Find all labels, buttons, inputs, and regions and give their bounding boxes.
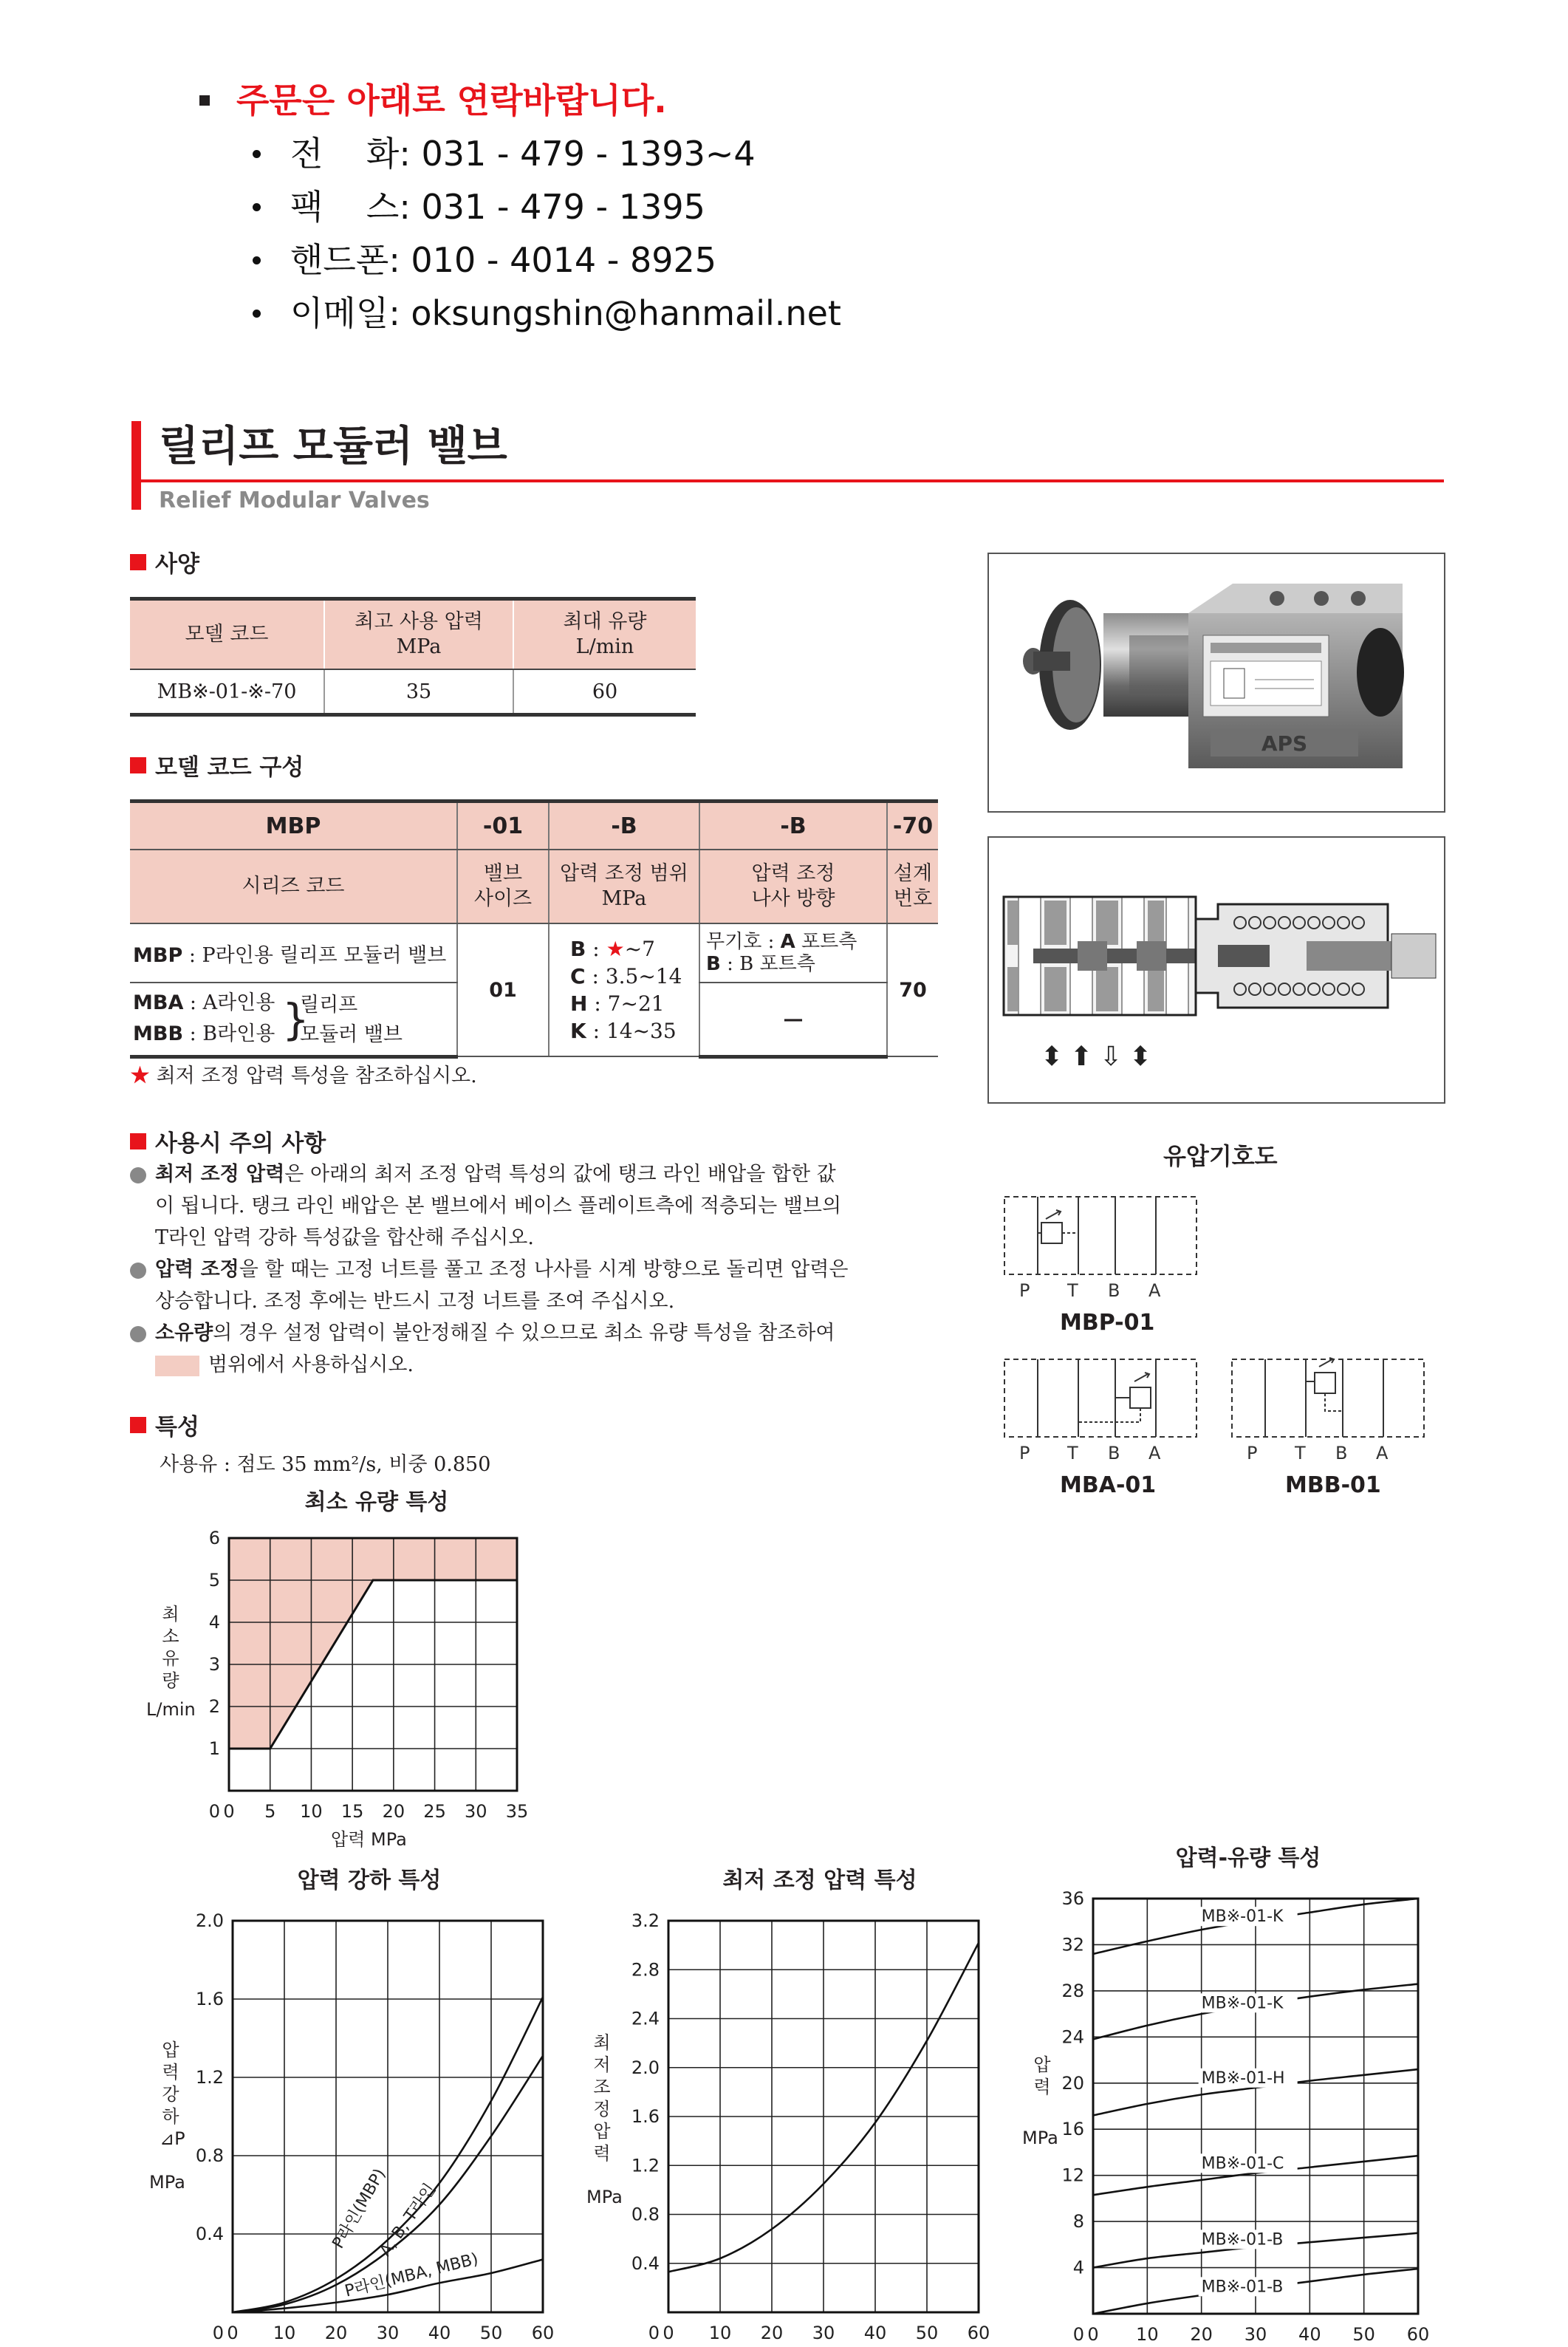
x-tick-label: 20 bbox=[1190, 2324, 1213, 2345]
spec-header-pressure: 최고 사용 압력 MPa bbox=[324, 599, 513, 670]
y-tick-label: 0.8 bbox=[631, 2204, 660, 2225]
y-tick-label: 3.2 bbox=[631, 1910, 660, 1931]
range-b: B : ★~7 bbox=[570, 937, 655, 961]
series-mbp: MBP : P라인용 릴리프 모듈러 밸브 bbox=[130, 923, 457, 983]
x-tick-label: 50 bbox=[479, 2323, 503, 2343]
section-heading-caution: 사용시 주의 사항 bbox=[130, 1124, 326, 1158]
symbol-label-mba: MBA-01 bbox=[1060, 1472, 1157, 1498]
y-tick-label: 1.2 bbox=[631, 2155, 660, 2176]
bullet-icon bbox=[253, 256, 261, 264]
valve-photo-image bbox=[989, 554, 1444, 811]
x-tick-label: 0 bbox=[227, 2323, 239, 2343]
contact-heading: 주문은 아래로 연락바랍니다. bbox=[199, 74, 841, 127]
x-tick-label: 10 bbox=[273, 2323, 296, 2343]
spec-cell-pressure: 35 bbox=[324, 669, 513, 715]
cross-section-drawing bbox=[987, 836, 1445, 1104]
cross-section-image bbox=[989, 838, 1444, 1102]
y-tick-label: 20 bbox=[1061, 2072, 1084, 2094]
x-tick-label: 20 bbox=[324, 2323, 348, 2343]
y-tick-label: 16 bbox=[1061, 2119, 1084, 2140]
label-direction: 압력 조정 나사 방향 bbox=[699, 850, 887, 923]
y-tick-label: 1.2 bbox=[195, 2067, 224, 2088]
model-code-footnote: ★ 최저 조정 압력 특성을 참조하십시오. bbox=[130, 1065, 477, 1087]
series-mbb: MBB : B라인용 bbox=[133, 1022, 275, 1046]
square-bullet-icon bbox=[130, 1133, 146, 1149]
spec-cell-model: MB※-01-※-70 bbox=[130, 669, 324, 715]
code-size: -01 bbox=[457, 802, 549, 850]
x-tick-label: 0 bbox=[663, 2323, 674, 2343]
port-label: B bbox=[1108, 1280, 1120, 1301]
series-label: MB※-01-K bbox=[1201, 1994, 1284, 2013]
page-title: 릴리프 모듈러 밸브 bbox=[159, 423, 507, 471]
spec-table bbox=[130, 597, 696, 717]
y-tick-label: 1.6 bbox=[195, 1989, 224, 2009]
title-accent-bar bbox=[131, 421, 141, 510]
xlabel-min-flow: 압력 MPa bbox=[331, 1829, 407, 1850]
section-heading-characteristics: 특성 bbox=[130, 1408, 199, 1441]
x-tick-label: 10 bbox=[300, 1801, 323, 1822]
port-flow-arrows bbox=[1041, 1042, 1151, 1072]
svg-text:⬆: ⬆ bbox=[1070, 1042, 1093, 1072]
x-tick-label: 20 bbox=[382, 1801, 405, 1822]
range-h: H : 7~21 bbox=[570, 991, 665, 1016]
label-size: 밸브 사이즈 bbox=[457, 850, 549, 923]
origin-tick-label: 0 bbox=[212, 2323, 224, 2343]
x-tick-label: 30 bbox=[376, 2323, 400, 2343]
series-label: P라인(MBA, MBB) bbox=[343, 2249, 481, 2301]
chart-title-pressure-drop: 압력 강하 특성 bbox=[297, 1868, 442, 1893]
y-tick-label: 5 bbox=[208, 1570, 220, 1591]
range-list bbox=[549, 923, 699, 1056]
spec-cell-flow: 60 bbox=[513, 669, 696, 715]
port-label: T bbox=[1295, 1443, 1306, 1463]
y-tick-label: 0.4 bbox=[195, 2224, 224, 2244]
contact-row-phone: 전 화 : 031 - 479 - 1393~4 bbox=[199, 127, 841, 180]
star-icon: ★ bbox=[606, 937, 625, 961]
spec-header-model: 모델 코드 bbox=[130, 599, 324, 670]
code-range: -B bbox=[549, 802, 699, 850]
x-tick-label: 20 bbox=[760, 2323, 784, 2343]
yunit-pressure-drop: MPa bbox=[149, 2172, 185, 2193]
shaded-range-swatch bbox=[155, 1356, 199, 1376]
port-label: A bbox=[1376, 1443, 1389, 1463]
square-bullet-icon bbox=[130, 757, 146, 773]
port-label: B bbox=[1335, 1443, 1348, 1463]
caution-item-2: 압력 조정을 할 때는 고정 너트를 풀고 조정 나사를 시계 방향으로 돌리면 압력은 상승합니다. 조정 후에는 반드시 고정 너트를 조여 주십시오. bbox=[130, 1254, 869, 1317]
title-divider bbox=[131, 479, 1444, 482]
contact-row-mobile: 핸드폰 : 010 - 4014 - 8925 bbox=[199, 233, 841, 287]
size-value: 01 bbox=[457, 923, 549, 1056]
series-label: MB※-01-H bbox=[1201, 2068, 1285, 2088]
svg-text:⇩: ⇩ bbox=[1100, 1042, 1123, 1072]
y-tick-label: 1.6 bbox=[631, 2106, 660, 2127]
symbols-title: 유압기호도 bbox=[1163, 1142, 1278, 1170]
y-tick-label: 2.4 bbox=[631, 2008, 660, 2029]
caution-item-3: 소유량의 경우 설정 압력이 불안정해질 수 있으므로 최소 유량 특성을 참조하여 범위에서 사용하십시오. bbox=[130, 1317, 869, 1381]
x-tick-label: 60 bbox=[1406, 2324, 1430, 2345]
series-label: MB※-01-B bbox=[1201, 2230, 1284, 2249]
bullet-icon bbox=[130, 1326, 146, 1342]
x-tick-label: 40 bbox=[428, 2323, 451, 2343]
symbol-label-mbb: MBB-01 bbox=[1285, 1472, 1381, 1498]
y-tick-label: 0.4 bbox=[631, 2252, 660, 2274]
y-tick-label: 24 bbox=[1061, 2026, 1084, 2048]
x-tick-label: 50 bbox=[915, 2323, 939, 2343]
ylabel-pressure-drop: 압력강하 ⊿P bbox=[160, 2040, 185, 2149]
brace-icon: } bbox=[282, 994, 309, 1045]
direction-b: B : B 포트측 bbox=[706, 953, 815, 975]
page-subtitle: Relief Modular Valves bbox=[159, 488, 430, 513]
y-tick-label: 6 bbox=[208, 1528, 220, 1548]
yunit-min-pressure: MPa bbox=[586, 2187, 623, 2207]
y-tick-label: 3 bbox=[208, 1654, 220, 1675]
ylabel-min-pressure: 최저조정압력 bbox=[593, 2032, 611, 2164]
ylabel-pressure-flow: 압력 bbox=[1033, 2054, 1051, 2097]
caution-item-1: 최저 조정 압력은 아래의 최저 조정 압력 특성의 값에 탱크 라인 배압을 합한 값 이 됩니다. 탱크 라인 배압은 본 밸브에서 베이스 플레이트측에 적층되는 밸브의 T라인 압력 강하 특성값을 합산해 주십시오. bbox=[130, 1158, 869, 1254]
code-design: -70 bbox=[887, 802, 938, 850]
range-k: K : 14~35 bbox=[570, 1019, 677, 1043]
model-code-table bbox=[130, 799, 938, 1059]
svg-text:⬍: ⬍ bbox=[1041, 1042, 1064, 1072]
star-icon: ★ bbox=[130, 1065, 150, 1087]
chart-title-pressure-flow: 압력-유량 특성 bbox=[1175, 1845, 1321, 1871]
x-tick-label: 35 bbox=[505, 1801, 529, 1822]
symbol-label-mbp: MBP-01 bbox=[1060, 1310, 1155, 1336]
label-series: 시리즈 코드 bbox=[130, 850, 457, 923]
model-row-mbp bbox=[130, 923, 938, 983]
series-mba: MBA : A라인용 bbox=[133, 991, 275, 1015]
series-mba-mbb bbox=[130, 983, 457, 1056]
bullet-icon bbox=[253, 310, 261, 318]
valve-photo bbox=[987, 553, 1445, 813]
x-tick-label: 50 bbox=[1352, 2324, 1375, 2345]
chart-pressure-flow bbox=[1049, 1876, 1492, 2347]
x-tick-label: 30 bbox=[465, 1801, 487, 1822]
port-label: P bbox=[1019, 1280, 1030, 1301]
chart-pressure-drop bbox=[185, 1899, 569, 2347]
port-label: T bbox=[1067, 1443, 1078, 1463]
y-tick-label: 4 bbox=[1072, 2257, 1084, 2278]
y-tick-label: 2.0 bbox=[631, 2057, 660, 2078]
contact-row-fax: 팩 스 : 031 - 479 - 1395 bbox=[199, 180, 841, 233]
port-label: P bbox=[1019, 1443, 1030, 1463]
series-label: P라인(MBP) bbox=[329, 2165, 390, 2252]
port-label: B bbox=[1108, 1443, 1120, 1463]
direction-a: 무기호 : A 포트측 bbox=[706, 931, 857, 953]
origin-tick-label: 0 bbox=[1072, 2324, 1084, 2345]
y-tick-label: 1 bbox=[208, 1738, 220, 1759]
design-value: 70 bbox=[887, 923, 938, 1056]
contact-block bbox=[199, 74, 841, 340]
y-tick-label: 2.0 bbox=[195, 1910, 224, 1931]
yunit-pressure-flow: MPa bbox=[1022, 2128, 1058, 2148]
chart-min-pressure bbox=[620, 1899, 1004, 2347]
series-label: MB※-01-B bbox=[1201, 2278, 1284, 2297]
series-label: MB※-01-C bbox=[1201, 2154, 1284, 2173]
square-bullet-icon bbox=[130, 554, 146, 570]
square-bullet-icon bbox=[199, 95, 210, 106]
direction-dash: — bbox=[699, 983, 887, 1056]
section-heading-model-code: 모델 코드 구성 bbox=[130, 748, 304, 782]
y-tick-label: 32 bbox=[1061, 1934, 1084, 1955]
port-label: P bbox=[1247, 1443, 1258, 1463]
spec-header-flow: 최대 유량 L/min bbox=[513, 599, 696, 670]
y-tick-label: 12 bbox=[1061, 2165, 1084, 2186]
chart-min-flow bbox=[192, 1522, 532, 1825]
contact-row-email: 이메일 : oksungshin@hanmail.net bbox=[199, 287, 841, 340]
x-tick-label: 40 bbox=[1298, 2324, 1321, 2345]
y-tick-label: 4 bbox=[208, 1612, 220, 1633]
series-label: A, B, T라인 bbox=[376, 2180, 440, 2261]
port-label: T bbox=[1067, 1280, 1078, 1301]
bullet-icon bbox=[130, 1263, 146, 1279]
bullet-icon bbox=[253, 203, 261, 211]
direction-list bbox=[699, 923, 887, 983]
y-tick-label: 2.8 bbox=[631, 1959, 660, 1981]
range-c: C : 3.5~14 bbox=[570, 964, 682, 988]
x-tick-label: 30 bbox=[1244, 2324, 1267, 2345]
x-tick-label: 10 bbox=[1136, 2324, 1159, 2345]
series-label: MB※-01-K bbox=[1201, 1907, 1284, 1927]
y-tick-label: 0.8 bbox=[195, 2145, 224, 2166]
code-series: MBP bbox=[130, 802, 457, 850]
oil-note: 사용유 : 점도 35 mm²/s, 비중 0.850 bbox=[160, 1453, 491, 1476]
bullet-icon bbox=[130, 1167, 146, 1183]
x-tick-label: 0 bbox=[223, 1801, 235, 1822]
ylabel-min-flow: 최소유량 bbox=[162, 1604, 179, 1691]
origin-tick-label: 0 bbox=[208, 1801, 220, 1822]
series-group-desc: 릴리프 모듈러 밸브 bbox=[300, 994, 403, 1046]
label-range: 압력 조정 범위 MPa bbox=[549, 850, 699, 923]
y-tick-label: 8 bbox=[1072, 2211, 1084, 2232]
code-direction: -B bbox=[699, 802, 887, 850]
section-heading-spec: 사양 bbox=[130, 545, 199, 578]
x-tick-label: 25 bbox=[423, 1801, 446, 1822]
nameplate-text: APS bbox=[1261, 731, 1308, 756]
x-tick-label: 60 bbox=[531, 2323, 555, 2343]
bullet-icon bbox=[253, 150, 261, 158]
hydraulic-symbols bbox=[997, 1182, 1433, 1507]
svg-text:⬍: ⬍ bbox=[1129, 1042, 1152, 1072]
origin-tick-label: 0 bbox=[648, 2323, 660, 2343]
port-label: A bbox=[1148, 1280, 1161, 1301]
y-tick-label: 2 bbox=[208, 1696, 220, 1717]
chart-title-min-pressure: 최저 조정 압력 특성 bbox=[722, 1868, 917, 1893]
x-tick-label: 30 bbox=[812, 2323, 835, 2343]
x-tick-label: 60 bbox=[967, 2323, 990, 2343]
y-tick-label: 28 bbox=[1061, 1980, 1084, 2001]
square-bullet-icon bbox=[130, 1417, 146, 1433]
yunit-min-flow: L/min bbox=[146, 1699, 196, 1720]
x-tick-label: 10 bbox=[708, 2323, 732, 2343]
label-design: 설계 번호 bbox=[887, 850, 938, 923]
x-tick-label: 15 bbox=[340, 1801, 364, 1822]
port-label: A bbox=[1148, 1443, 1161, 1463]
y-tick-label: 36 bbox=[1061, 1888, 1084, 1909]
email-link[interactable]: : oksungshin@hanmail.net bbox=[388, 293, 841, 333]
shaded-region bbox=[229, 1538, 517, 1749]
x-tick-label: 40 bbox=[863, 2323, 887, 2343]
x-tick-label: 0 bbox=[1087, 2324, 1099, 2345]
chart-title-min-flow: 최소 유량 특성 bbox=[304, 1489, 449, 1515]
x-tick-label: 5 bbox=[264, 1801, 276, 1822]
